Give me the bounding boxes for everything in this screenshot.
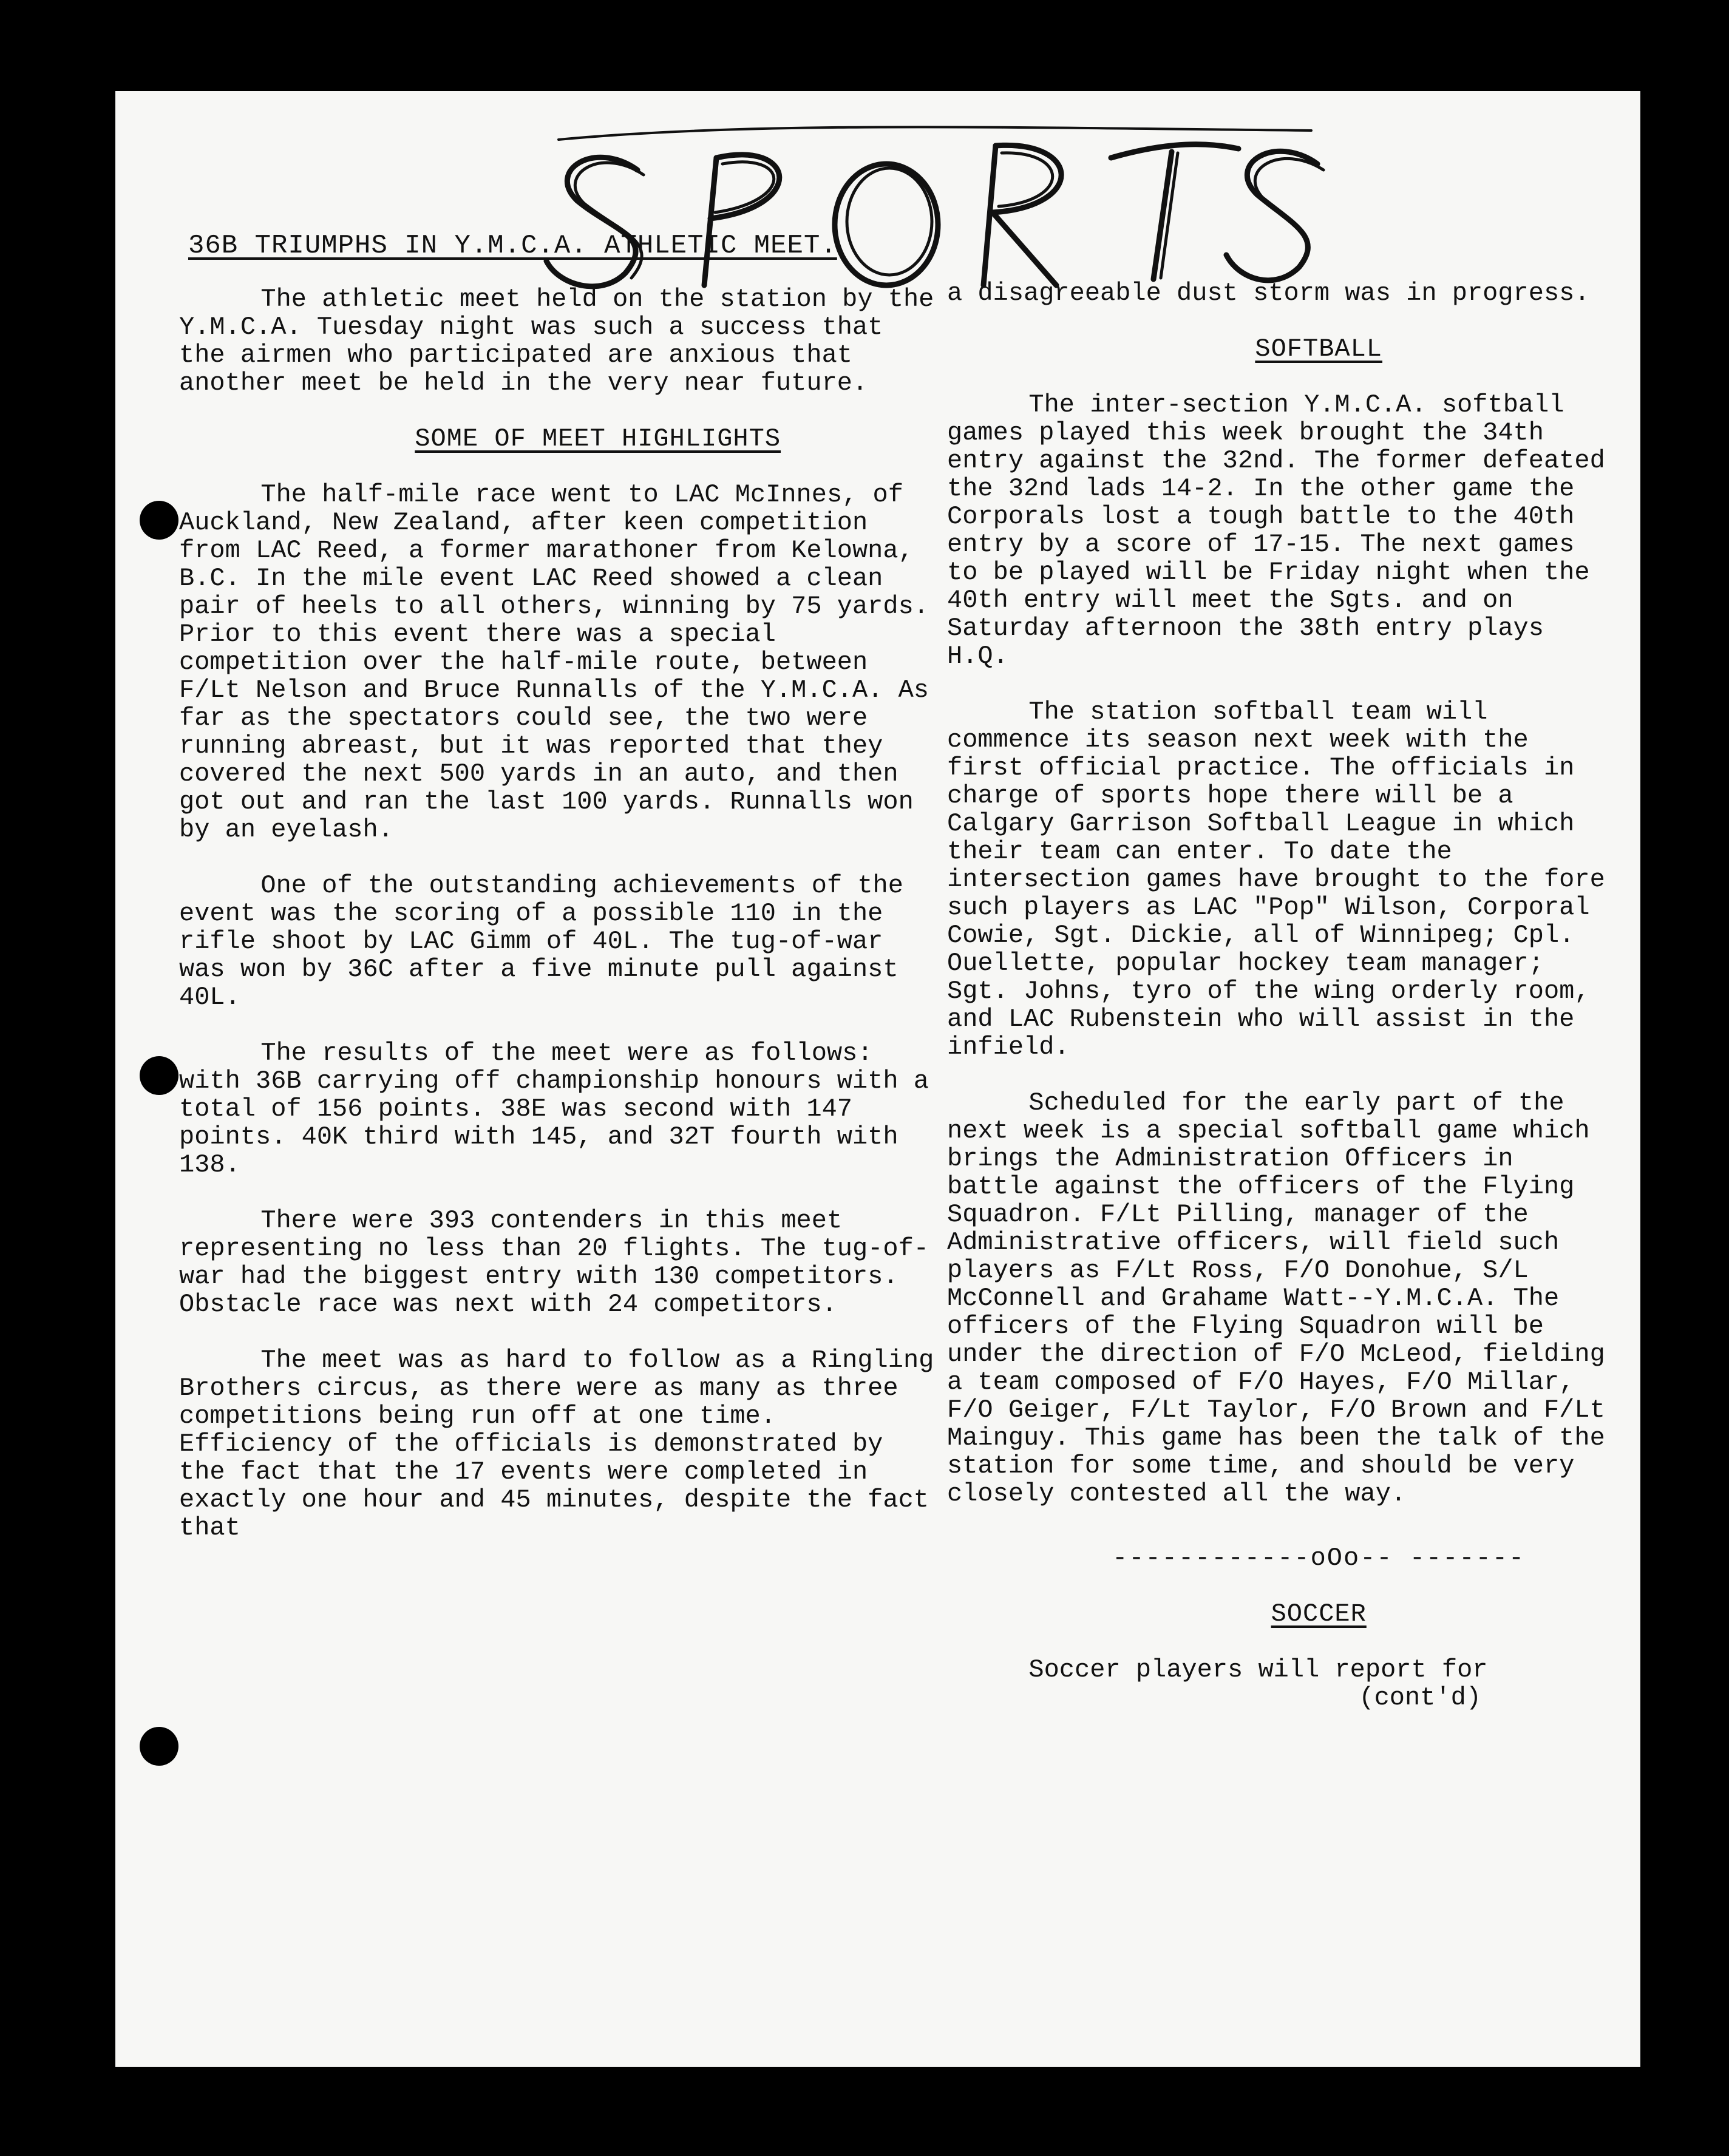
punch-hole — [140, 501, 178, 540]
sports-masthead — [510, 103, 1360, 303]
intro-paragraph: The athletic meet held on the station by the Y.M.C.A. Tuesday night was such a success that the airmen who participated are anxious that another meet be held in the very near future. — [179, 285, 934, 398]
left-column — [179, 285, 935, 1542]
softball-paragraph-3: Scheduled for the early part of the next week is a special softball game which brings the Administration Officers in battle against the officers of the Flying Squadron. F/Lt Pilling, manager of the Administrative officers, will field such players as F/Lt Ross, F/O Donohue, S/L McConnell and Grahame Watt--Y.M.C.A. The officers of the Flying Squadron will be under the direction of F/O McLeod, fielding a team composed of F/O Hayes, F/O Millar, F/O Geiger, F/Lt Taylor, F/O Brown and F/Lt Mainguy. This game has been the talk of the station for some time, and should be very closely contested all the way. — [947, 1088, 1605, 1508]
highlights-paragraph-1: The half-mile race went to LAC McInnes, of Auckland, New Zealand, after keen competition from LAC Reed, a former marathoner from Kelowna, B.C. In the mile event LAC Reed showed a clean pair of heels to all others, winning by 75 yards. Prior to this event there was a special competition over the half-mile route, between F/Lt Nelson and Bruce Runnalls of the Y.M.C.A. As far as the spectators could see, the two were running abreast, but it was reported that they covered the next 500 yards in an auto, and then got out and ran the last 100 yards. Runnalls won by an eyelash. — [179, 480, 929, 844]
continuation-text: a disagreeable dust storm was in progress. — [947, 279, 1590, 308]
softball-paragraph-1: The inter-section Y.M.C.A. softball games played this week brought the 34th entry against the 32nd. The former defeated the 32nd lads 14-2. In the other game the Corporals lost a tough battle to the 40th entry by a score of 17-15. The next games to be played will be Friday night when the 40th entry will meet the Sgts. and on Saturday afternoon the 38th entry plays H.Q. — [947, 390, 1605, 671]
document-page — [115, 91, 1640, 2067]
punch-hole — [140, 1727, 178, 1766]
punch-hole — [140, 1056, 178, 1095]
softball-paragraph-2: The station softball team will commence its season next week with the first official practice. The officials in charge of sports hope there will be a Calgary Garrison Softball League in which their team can enter. To date the intersection games have brought to the fore such players as LAC "Pop" Wilson, Corporal Cowie, Sgt. Dickie, all of Winnipeg; Cpl. Ouellette, popular hockey team manager; Sgt. Johns, tyro of the wing orderly room, and LAC Rubenstein who will assist in the infield. — [947, 697, 1605, 1062]
right-column — [947, 279, 1609, 1712]
results-paragraph: The results of the meet were as follows: with 36B carrying off championship honours with a total of 156 points. 38E was second with 147 points. 40K third with 145, and 32T fourth with 138. — [179, 1039, 929, 1179]
main-heading: 36B TRIUMPHS IN Y.M.C.A. ATHLETIC MEET. — [188, 231, 837, 261]
highlights-paragraph-2: One of the outstanding achievements of the event was the scoring of a possible 110 in the rifle shoot by LAC Gimm of 40L. The tug-of-war was won by 36C after a five minute pull against 40L. — [179, 871, 903, 1012]
masthead-text — [510, 103, 1360, 303]
contenders-paragraph: There were 393 contenders in this meet representing no less than 20 flights. The tug-of-war had the biggest entry with 130 competitors. Obstacle race was next with 24 competitors. — [179, 1206, 929, 1319]
continued-note: (cont'd) — [1359, 1683, 1481, 1712]
soccer-heading: SOCCER — [1271, 1599, 1367, 1629]
softball-heading: SOFTBALL — [1255, 334, 1383, 364]
meet-highlights-subheading: SOME OF MEET HIGHLIGHTS — [415, 424, 781, 453]
soccer-text: Soccer players will report for — [1028, 1655, 1488, 1684]
efficiency-paragraph: The meet was as hard to follow as a Ringling Brothers circus, as there were as many as three competitions being run off at one time. Efficiency of the officials is demonstrated by the fact that the 17 events were completed in exactly one hour and 45 minutes, despite the fact that — [179, 1346, 934, 1542]
section-divider: ------------oOo-- ------- — [1112, 1544, 1526, 1573]
